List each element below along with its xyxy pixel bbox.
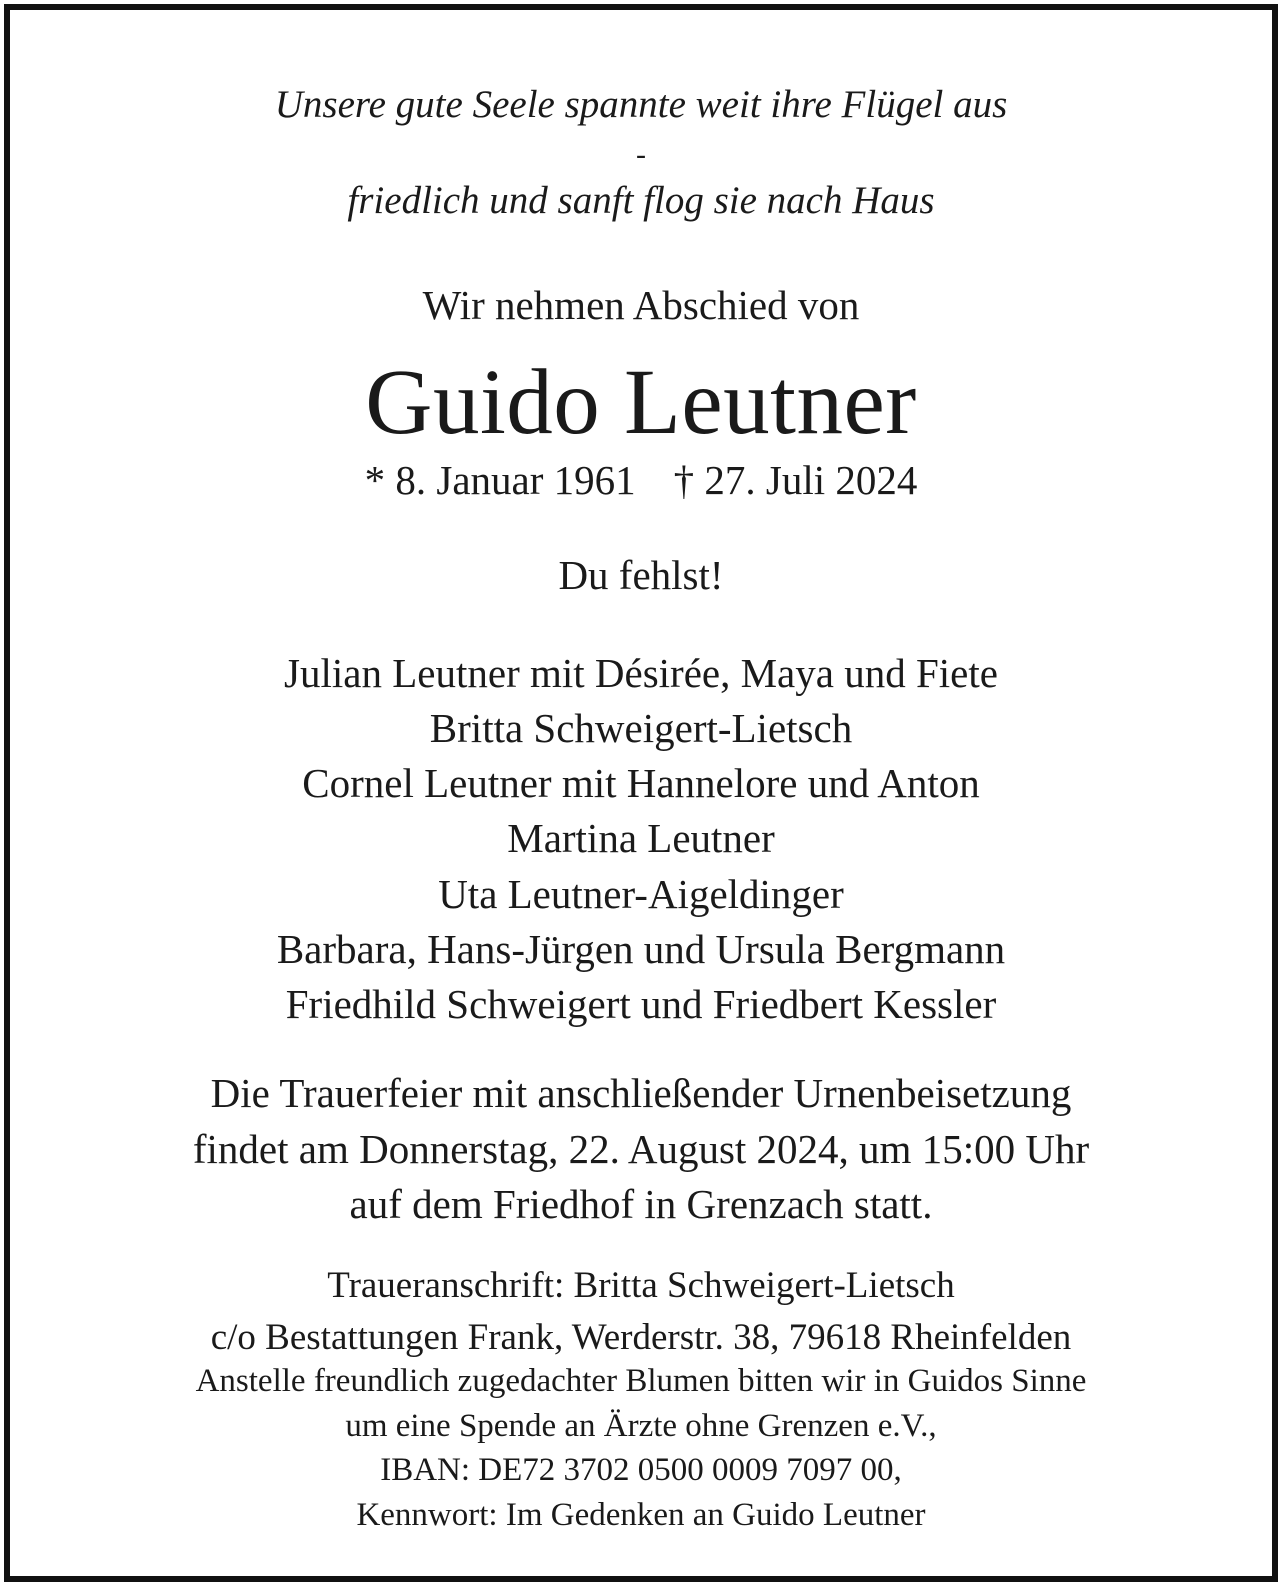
mourner-item: Barbara, Hans-Jürgen und Ursula Bergmann — [276, 926, 1006, 972]
address-line: c/o Bestattungen Frank, Werderstr. 38, 79618 Rheinfelden — [210, 1317, 1072, 1358]
mourner-item: Julian Leutner mit Désirée, Maya und Fiete — [284, 650, 998, 696]
mourner-item: Martina Leutner — [507, 815, 775, 861]
donation-line: um eine Spende an Ärzte ohne Grenzen e.V., — [345, 1408, 937, 1444]
donation-line: IBAN: DE72 3702 0500 0009 7097 00, — [380, 1452, 902, 1488]
ceremony-line: findet am Donnerstag, 22. August 2024, um 15:00 Uhr — [192, 1126, 1090, 1172]
motto-line-2: friedlich und sanft flog sie nach Haus — [347, 179, 935, 222]
mourner-item: Uta Leutner-Aigeldinger — [438, 871, 844, 917]
motto-separator: - — [636, 138, 646, 171]
address-line: Traueranschrift: Britta Schweigert-Lietsch — [327, 1265, 955, 1306]
ceremony-line: Die Trauerfeier mit anschließender Urnenbeisetzung — [210, 1070, 1072, 1116]
mourner-item: Britta Schweigert-Lietsch — [429, 705, 853, 751]
motto-line-1: Unsere gute Seele spannte weit ihre Flügel aus — [274, 83, 1008, 126]
obituary-card — [4, 4, 1278, 1582]
mourner-item: Cornel Leutner mit Hannelore und Anton — [302, 760, 980, 806]
death-date: † 27. Juli 2024 — [673, 457, 918, 503]
birth-date: * 8. Januar 1961 — [364, 457, 636, 503]
life-dates — [10, 457, 1272, 503]
farewell-text: Du fehlst! — [558, 552, 724, 598]
intro-text: Wir nehmen Abschied von — [422, 282, 860, 328]
deceased-name: Guido Leutner — [365, 351, 917, 454]
ceremony-line: auf dem Friedhof in Grenzach statt. — [349, 1181, 933, 1227]
donation-line: Kennwort: Im Gedenken an Guido Leutner — [356, 1497, 926, 1533]
donation-line: Anstelle freundlich zugedachter Blumen bitten wir in Guidos Sinne — [195, 1363, 1087, 1399]
mourner-item: Friedhild Schweigert und Friedbert Kessler — [285, 981, 997, 1027]
